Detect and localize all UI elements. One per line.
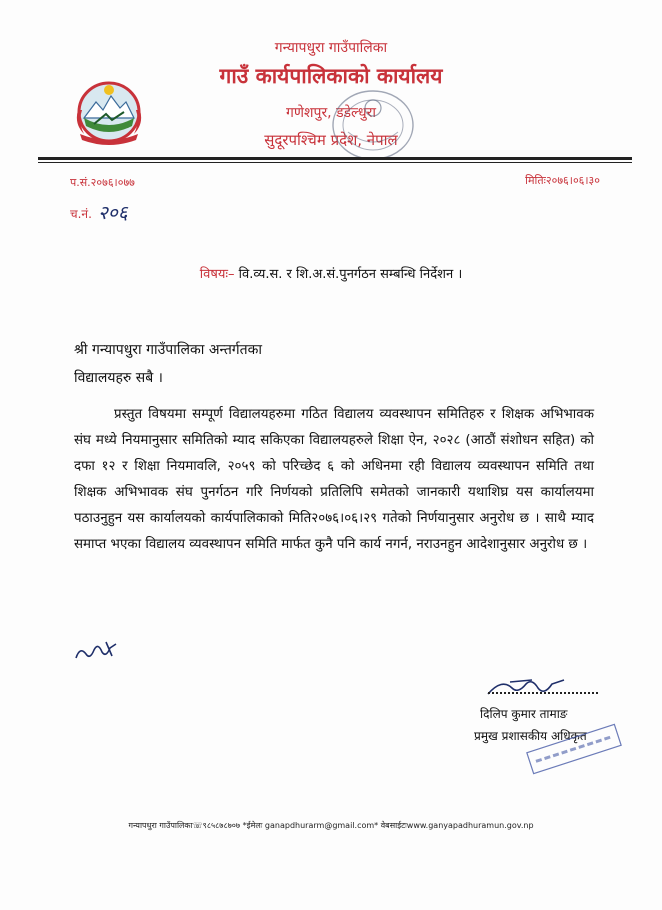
- subject-label: विषयः–: [199, 267, 235, 282]
- subject-line: [0, 264, 662, 282]
- footer-contact: गन्यापधुरा गाउँपालिका☏९८५८७८७०७ *ईमेलः ganapdhurarm@gmail.com* वेबसाईटःwww.ganyapadhuramun.gov.np: [128, 821, 534, 830]
- dispatch-number-handwritten: २०६: [98, 202, 128, 224]
- addressee-line-1: श्री गन्यापधुरा गाउँपालिका अन्तर्गतका: [74, 342, 263, 358]
- signature-line: [488, 692, 598, 694]
- signatory-title: प्रमुख प्रशासकीय अधिकृत: [474, 729, 587, 743]
- handwritten-initials-icon: [72, 636, 122, 666]
- letter-date: मितिः२०७६।०६।३०: [525, 174, 600, 187]
- office-location: गणेशपुर, डडेल्धुरा: [285, 105, 377, 121]
- header-divider-thin: [38, 162, 632, 163]
- header-divider: [38, 157, 632, 160]
- letter-body: प्रस्तुत विषयमा सम्पूर्ण विद्यालयहरुमा गठित विद्यालय व्यवस्थापन समितिहरु र शिक्षक अभिभावक संघ मध्ये नियमानुसार समितिको म्याद सकिएका विद्यालयहरुले शिक्षा ऐन, २०२८ (आठौं संशोधन सहित) को दफा १२ र शिक्षा नियमावलि, २०५९ को परिच्छेद ६ को अधिनमा रही विद्यालय व्यवस्थापन समिति तथा शिक्षक अभिभावक संघ पुनर्गठन गरि निर्णयको प्रतिलिपि समेतको जानकारी यथाशिघ्र यस कार्यालयमा पठाउनुहुन यस कार्यालयको कार्यपालिकाको मिति२०७६।०६।२९ गतेको निर्णयानुसार अनुरोध छ । साथै म्याद समाप्त भएका विद्यालय व्यवस्थापन समिति मार्फत कुनै पनि कार्य नगर्न, नराउनहुन आदेशानुसार अनुरोध छ ।: [74, 407, 594, 552]
- office-province: सुदूरपश्चिम प्रदेश, नेपाल: [264, 131, 398, 149]
- office-stamp-icon: [318, 82, 428, 168]
- subject-text: वि.व्य.स. र शि.अ.सं.पुनर्गठन सम्बन्धि निर्देशन ।: [238, 267, 463, 282]
- signature-icon: [482, 674, 570, 702]
- addressee-line-2: विद्यालयहरु सबै ।: [74, 370, 163, 386]
- dispatch-label: च.नं.: [70, 207, 92, 221]
- reference-number: प.सं.२०७६।०७७: [70, 176, 135, 189]
- municipality-name: गन्यापधुरा गाउँपालिका: [274, 40, 388, 56]
- designation-stamp-icon: [522, 720, 626, 778]
- signatory-name: दिलिप कुमार तामाङ: [480, 707, 568, 721]
- office-name: गाउँ कार्यपालिकाको कार्यालय: [219, 64, 443, 88]
